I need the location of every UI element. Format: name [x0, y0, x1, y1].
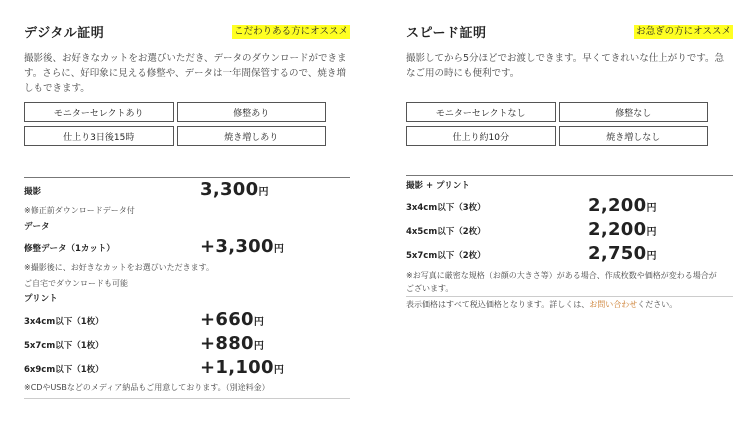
- print-price: +660円: [200, 309, 265, 330]
- print-row: [24, 307, 350, 331]
- print-row: [24, 331, 350, 355]
- tax-note-text: 表示価格はすべて税込価格となります。詳しくは、: [406, 300, 590, 309]
- option-monitor-select: モニターセレクトなし: [406, 102, 556, 122]
- desc-line: 撮影してから5分ほどでお渡しできます。早くてきれいな仕上がりです。急: [406, 53, 725, 64]
- print-price: 2,200円: [588, 195, 657, 216]
- tax-note: [406, 298, 733, 312]
- desc-line: なご用の時にも便利です。: [406, 68, 520, 79]
- speed-print-row: [406, 193, 733, 217]
- speed-plan-section: [406, 0, 733, 312]
- data-label: データ: [24, 222, 50, 232]
- speed-plan-badge: お急ぎの方にオススメ: [636, 26, 731, 37]
- print-label: プリント: [24, 294, 58, 304]
- print-size: 6x9cm以下（1枚）: [24, 365, 104, 375]
- option-retouch: 修整なし: [559, 102, 709, 122]
- media-note: ※CDやUSBなどのメディア納品もご用意しております。（別途料金）: [24, 383, 270, 392]
- note-divider: [406, 296, 733, 297]
- desc-line: す。さらに、好印象に見える修整や、データは一年間保管するので、焼き増: [24, 68, 346, 79]
- tax-note-suffix: ください。: [637, 300, 678, 309]
- digital-options: [24, 102, 326, 146]
- option-monitor-select: モニターセレクトあり: [24, 102, 174, 122]
- digital-plan-description: [24, 51, 350, 96]
- option-reprint: 焼き増しあり: [177, 126, 327, 146]
- print-price: +1,100円: [200, 357, 285, 378]
- print-size: 3x4cm以下（3枚）: [406, 203, 486, 213]
- speed-plan-description: [406, 51, 733, 81]
- spec-note: [406, 269, 733, 295]
- digital-plan-badge: こだわりある方にオススメ: [234, 26, 348, 37]
- retouch-note: ※撮影後に、お好きなカットをお選びいただきます。: [24, 263, 214, 272]
- note-line: ございます。: [406, 284, 454, 293]
- digital-plan-section: [24, 0, 350, 399]
- retouch-label: 修整データ（1カット）: [24, 244, 115, 254]
- print-row: [24, 355, 350, 379]
- print-price: 2,750円: [588, 243, 657, 264]
- digital-plan-title: デジタル証明: [24, 26, 105, 41]
- shoot-note: ※修正前ダウンロードデータ付: [24, 206, 135, 215]
- print-size: 4x5cm以下（2枚）: [406, 227, 486, 237]
- speed-plan-title: スピード証明: [406, 26, 487, 41]
- desc-line: 撮影後、お好きなカットをお選びいただき、データのダウンロードができま: [24, 53, 347, 64]
- print-price: +880円: [200, 333, 265, 354]
- shoot-print-label: 撮影 + プリント: [406, 181, 470, 191]
- retouch-price: +3,300円: [200, 236, 285, 257]
- option-finish-time: 仕上り約10分: [406, 126, 556, 146]
- price-divider: [406, 175, 733, 176]
- option-finish-time: 仕上り3日後15時: [24, 126, 174, 146]
- option-retouch: 修整あり: [177, 102, 327, 122]
- print-size: 5x7cm以下（1枚）: [24, 341, 104, 351]
- print-size: 3x4cm以下（1枚）: [24, 317, 104, 327]
- shoot-price: 3,300円: [200, 179, 269, 200]
- shoot-label: 撮影: [24, 187, 42, 197]
- bottom-divider: [24, 398, 350, 399]
- speed-options: [406, 102, 708, 146]
- option-reprint: 焼き増しなし: [559, 126, 709, 146]
- shoot-row: [24, 178, 350, 202]
- note-line: ※お写真に厳密な規格（お顔の大きさ等）がある場合、作成枚数や価格が変わる場合が: [406, 271, 717, 280]
- print-price: 2,200円: [588, 219, 657, 240]
- speed-print-row: [406, 217, 733, 241]
- speed-print-row: [406, 241, 733, 265]
- desc-line: しもできます。: [24, 83, 90, 94]
- retouch-note-download: ご自宅でダウンロードも可能: [24, 279, 128, 288]
- print-size: 5x7cm以下（2枚）: [406, 251, 486, 261]
- retouch-row: [24, 234, 350, 258]
- contact-link[interactable]: お問い合わせ: [589, 300, 638, 309]
